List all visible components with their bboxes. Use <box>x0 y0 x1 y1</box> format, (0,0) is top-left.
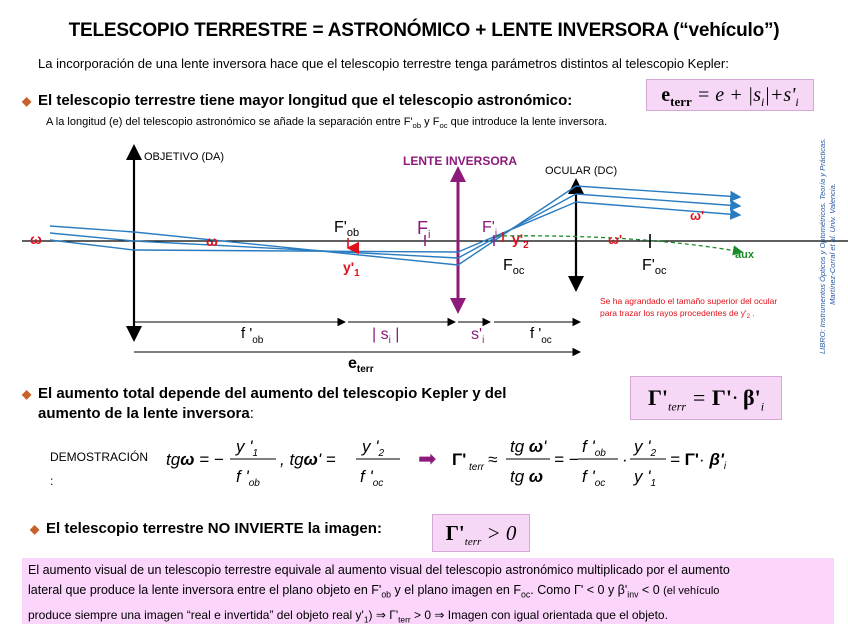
svg-text:f 'ob: f '$_{ob}$ <box>582 437 606 459</box>
svg-text:= Γ'· β'i: = $\Gamma'\cdot \beta'_i$ <box>670 450 727 472</box>
svg-text:terr: terr <box>469 462 484 473</box>
svg-text:tg ω': tg ω' <box>510 437 547 456</box>
y1-label: $y'_1$ <box>343 259 360 279</box>
svg-text:y '1: y '$_1$ <box>236 437 259 459</box>
svg-text:y '2: y '$_2$ <box>634 437 657 459</box>
optical-diagram <box>0 134 848 380</box>
omega-prime-label: ω' <box>690 208 705 223</box>
fpi-label: $F'_i$ <box>482 219 498 239</box>
demo-equations <box>166 428 766 492</box>
summary-line-1: El aumento visual de un telescopio terrestre equivale al aumento visual del telescopio astronómico multiplicado por el aumento <box>28 563 730 577</box>
lente-label: LENTE INVERSORA <box>403 154 518 168</box>
summary-line-2: lateral que produce la lente inversora entre el plano objeto en $F'_{ob}$ y el plano imagen en $F_{oc}$. Como Γ' < 0 y $\beta'_{inv} < 0$ (el vehículo <box>28 583 720 600</box>
summary-line-3: produce siempre una imagen “real e invertida” del objeto real $y'_1$) ⇒ $\Gamma'_{terr} > 0$ ⇒ Imagen con igual orientada que el objeto. <box>28 607 668 624</box>
svg-text:y '2: y '$_2$ <box>362 437 385 459</box>
formula-length: $e_{terr} = e + |s_i|+s'_i$ <box>646 79 814 111</box>
diamond-bullet-icon: ◆ <box>22 387 32 401</box>
bullet-no-invert: ◆ El telescopio terrestre NO INVIERTE la imagen: <box>30 520 382 537</box>
page-title: TELESCOPIO TERRESTRE = ASTRONÓMICO + LENTE INVERSORA (“vehículo”) <box>68 20 780 41</box>
svg-text:·: · <box>622 450 628 469</box>
svg-text:Γ': Γ' <box>452 450 467 469</box>
omega-prime-label-2: ω' <box>608 232 623 247</box>
length-note: A la longitud (e) del telescopio astronómico se añade la separación entre $F'_{ob}$ y $F_{oc}$ que introduce la lente inversora. <box>46 116 608 131</box>
demo-colon: : <box>50 474 54 488</box>
omega-label-2: ω <box>206 233 218 249</box>
foc-label: $F_{oc}$ <box>503 257 525 277</box>
bullet-length <box>22 92 572 109</box>
fob-label: $F'_{ob}$ <box>334 219 360 239</box>
ocular-label: OCULAR (DC) <box>545 165 618 177</box>
diamond-bullet-icon: ◆ <box>22 94 32 108</box>
summary-box <box>22 558 834 624</box>
formula-magnification: $\Gamma'_{terr} = \Gamma'\cdot \beta'_i$ <box>630 376 782 420</box>
fob-distance-label: f '$_{ob}$ <box>241 325 264 346</box>
svg-text:f 'oc: f '$_{oc}$ <box>360 467 384 489</box>
spi-distance-label: $s'_i$ <box>471 326 485 346</box>
objetivo-label: OBJETIVO (DA) <box>144 151 225 163</box>
si-distance-label: | $s_i$ | <box>372 326 400 346</box>
svg-text:➡: ➡ <box>418 446 437 471</box>
svg-text:y '1: y '$_1$ <box>634 467 657 489</box>
intro-text: La incorporación de una lente inversora hace que el telescopio terrestre tenga parámetros distintos al telescopio Kepler: <box>38 56 729 71</box>
svg-text:= −: = − <box>554 450 579 469</box>
svg-text:tgω = −: tgω = − <box>166 450 224 469</box>
svg-text:≈: ≈ <box>488 450 498 469</box>
omega-label: ω <box>30 231 42 247</box>
formula-positive: $\Gamma'_{terr} > 0$ <box>432 514 530 552</box>
ray-bundle <box>50 186 740 265</box>
diamond-bullet-icon: ◆ <box>30 522 40 536</box>
eterr-label: $e_{terr}$ <box>348 355 374 375</box>
svg-text:, tgω' =: , tgω' = <box>280 450 336 469</box>
bullet-length-text: El telescopio terrestre tiene mayor longitud que el telescopio astronómico: <box>38 92 573 109</box>
fpoc-label: $F'_{oc}$ <box>642 257 667 277</box>
side-credit: LIBRO: Instrumentos Ópticos y Optométricos. Teoría y Prácticas. Martínez-Corral et al. Univ. Valencia. <box>818 137 837 354</box>
red-note-2: para trazar los rayos procedentes de $y'_2$ . <box>600 308 755 320</box>
y2-label: $y'_2$ <box>512 231 529 251</box>
svg-text:f 'ob: f '$_{ob}$ <box>236 467 260 489</box>
demo-label: DEMOSTRACIÓN <box>50 450 149 464</box>
red-note-1: Se ha agrandado el tamaño superior del ocular <box>600 296 778 306</box>
foc-distance-label: f '$_{oc}$ <box>530 325 552 346</box>
svg-text:tg ω: tg ω <box>510 467 544 486</box>
fi-label: $F_i$ <box>417 218 431 241</box>
svg-text:f 'oc: f '$_{oc}$ <box>582 467 606 489</box>
aux-label: aux <box>735 249 754 261</box>
bullet-magnification: ◆ El aumento total depende del aumento del telescopio Kepler y del aumento de la lente inversora: <box>22 385 507 422</box>
